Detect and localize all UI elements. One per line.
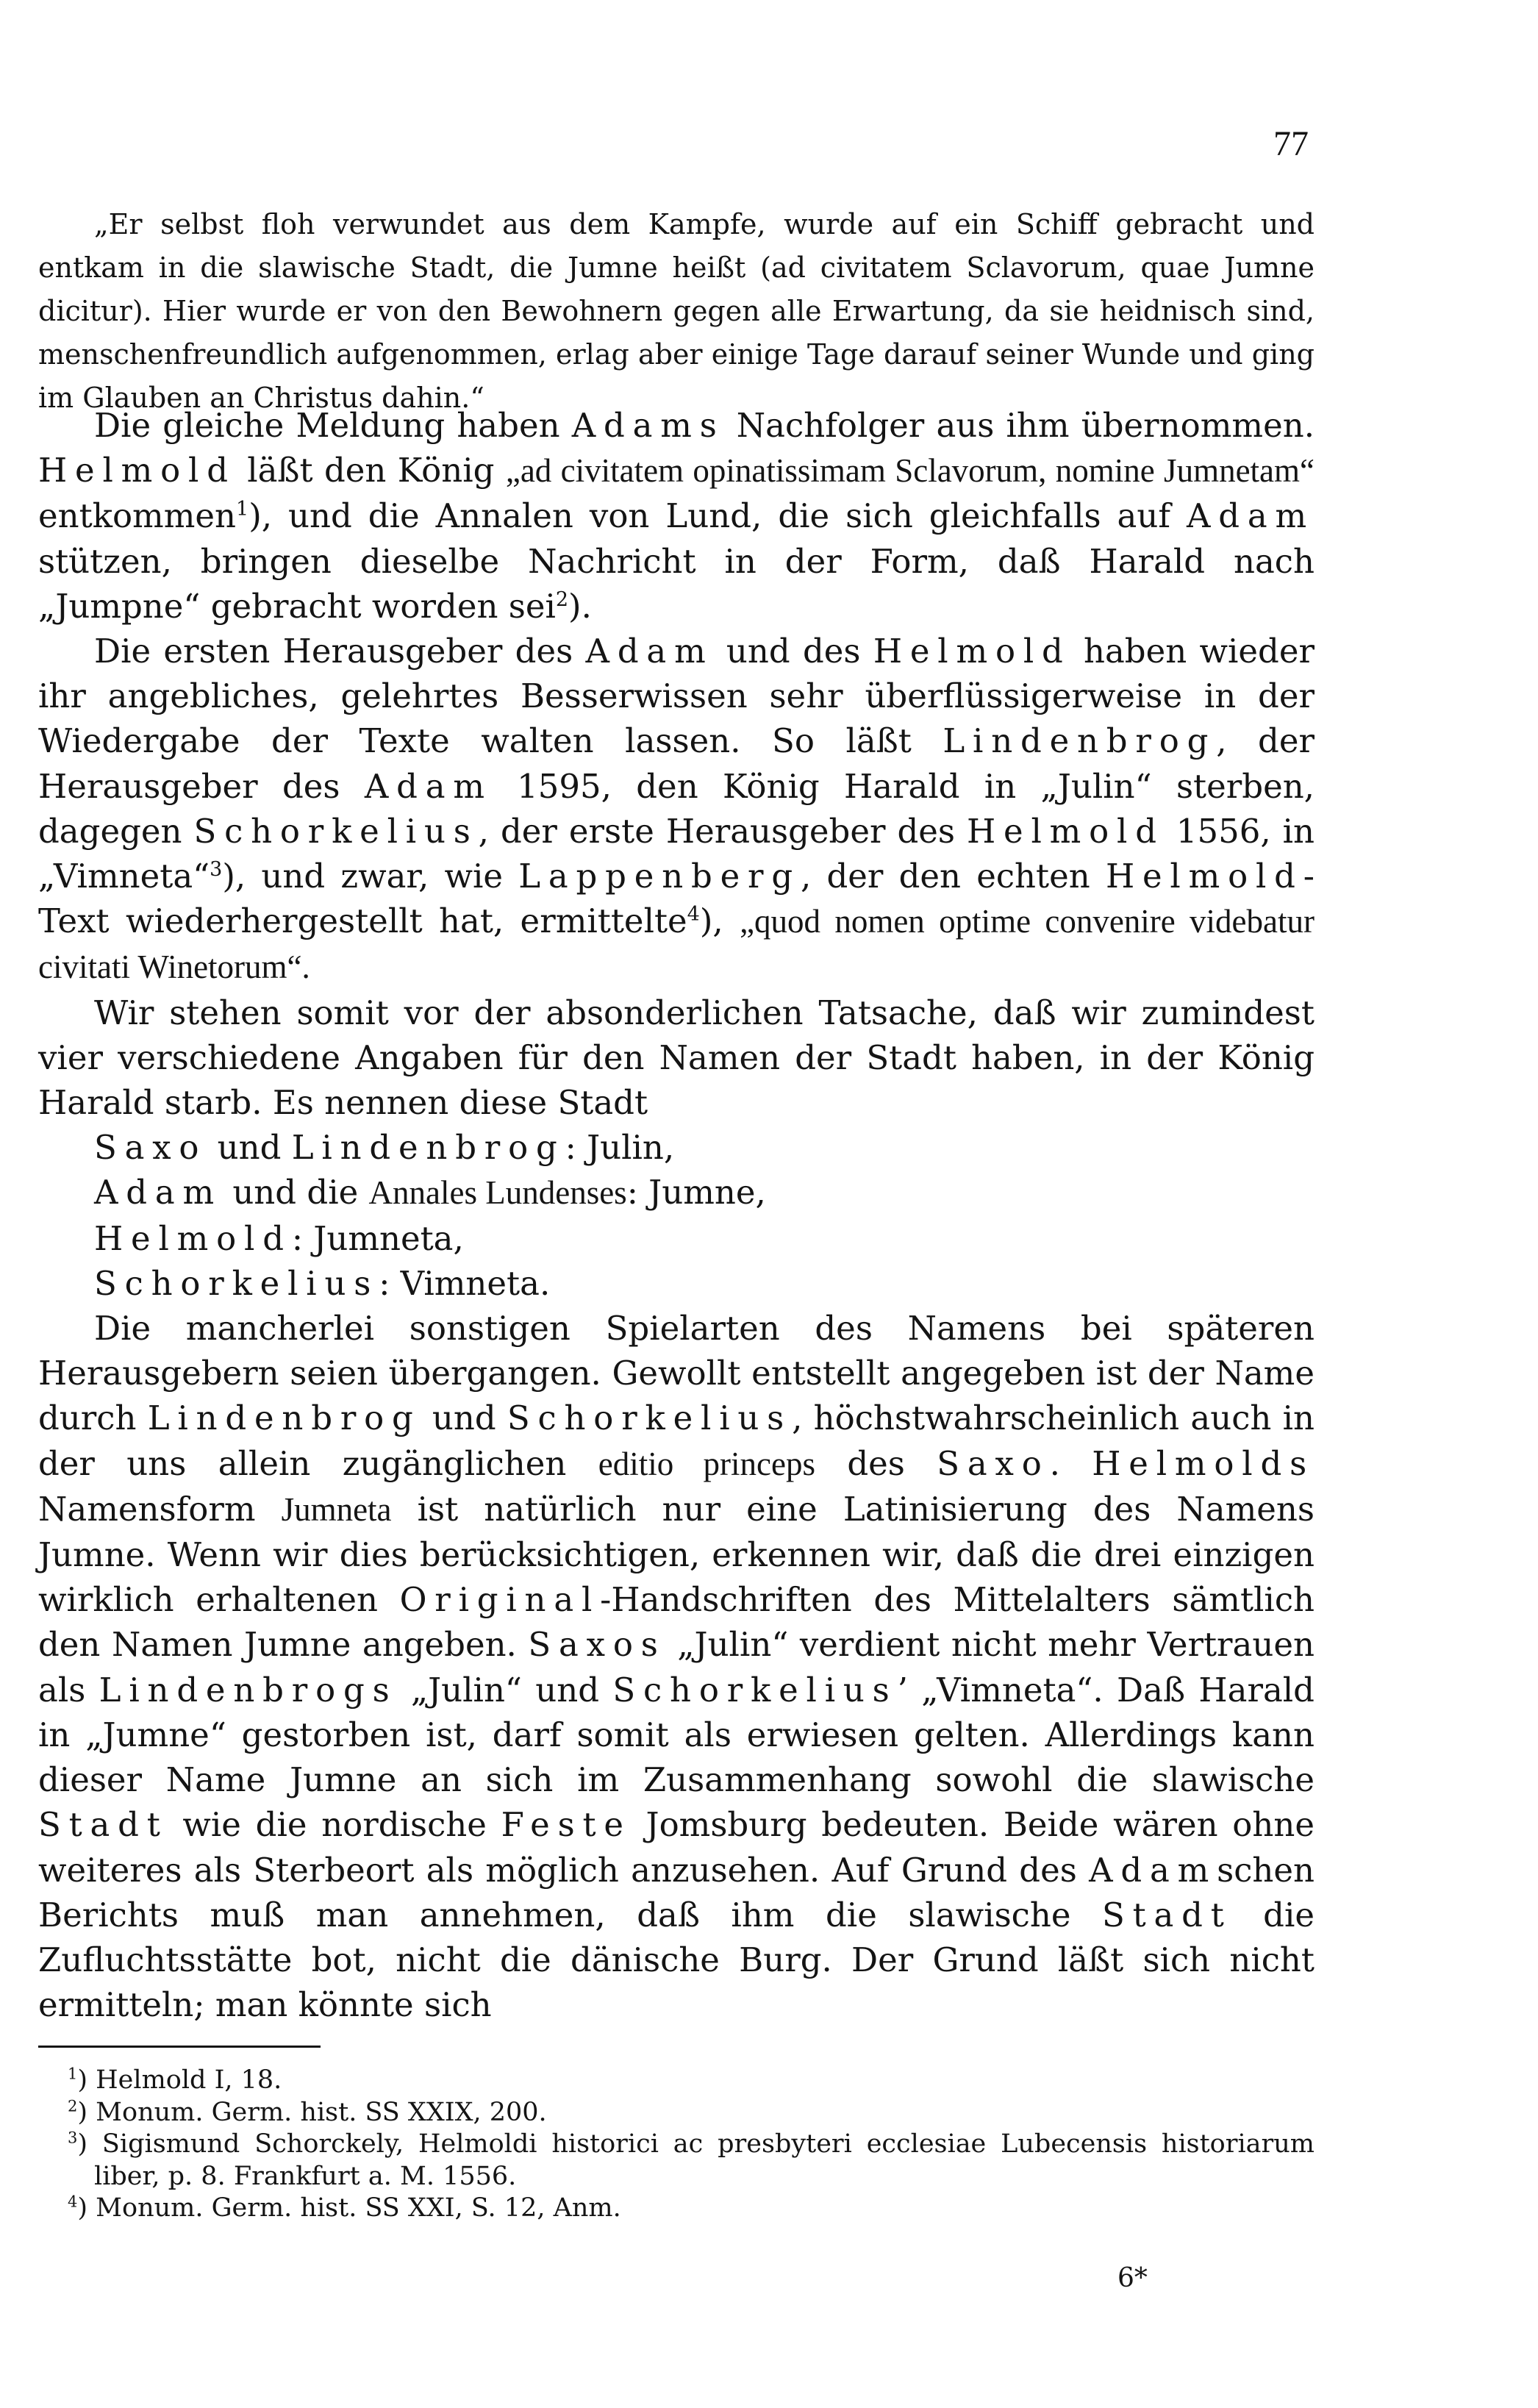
footnote-ref-1[interactable]: 1 (236, 498, 249, 521)
list-item: Schorkelius: Vimneta. (94, 1263, 551, 1303)
quote-paragraph: „Er selbst floh verwundet aus dem Kampfe, wurde auf ein Schiff gebracht und entkam in die slawische Stadt, die Jumne heißt (ad civitatem Sclavorum, quae Jumne dicitur). Hier wurde er von den Bewohnern gegen alle Erwartung, da sie heidnisch sind, menschenfreundlich aufgenommen, erlag aber einige Tage darauf seiner Wunde und ging im Glauben an Christus dahin.“ (38, 208, 1315, 414)
main-text (38, 403, 1315, 2027)
footnote-ref-2[interactable]: 2 (555, 587, 569, 611)
footnotes (38, 2065, 1315, 2225)
paragraph-1: Die gleiche Meldung haben Adams Nachfolger aus ihm übernommen. Helmold läßt den König „ad civitatem opinatissimam Sclavorum, nomine Jumnetam“ entkommen$^1$), und die Annalen von Lund, die sich gleichfalls auf Adam stützen, bringen dieselbe Nachricht in der Form, daß Harald nach „Jumpne“ gebracht worden sei$^2$). (38, 406, 1315, 626)
name-variants-list (38, 1125, 1315, 1306)
footnote-divider (38, 2046, 321, 2048)
footnote-1: $^1$) Helmold I, 18. (68, 2065, 282, 2095)
page-number: 77 (1273, 124, 1309, 163)
list-item: Adam und die Annales Lundenses: Jumne, (94, 1173, 766, 1212)
footnote-4: $^4$) Monum. Germ. hist. SS XXI, S. 12, Anm. (68, 2193, 621, 2223)
footnote-3: $^3$) Sigismund Schorckely, Helmoldi historici ac presbyteri ecclesiae Lubecensis historiarum liber, p. 8. Frankfurt a. M. 1556. (68, 2129, 1315, 2191)
list-item: Helmold: Jumneta, (94, 1218, 464, 1258)
paragraph-2: Die ersten Herausgeber des Adam und des Helmold haben wieder ihr angebliches, gelehrtes Besserwissen sehr überflüssigerweise in der Wiedergabe der Texte walten lassen. So läßt Lindenbrog, der Herausgeber des Adam 1595, den König Harald in „Julin“ sterben, dagegen Schorkelius, der erste Herausgeber des Helmold 1556, in „Vimneta“$^3$), und zwar, wie Lappenberg, der den echten Helmold-Text wiederhergestellt hat, ermittelte$^4$), „quod nomen optime convenire videbatur civitati Winetorum“. (38, 632, 1315, 986)
paragraph-3: Wir stehen somit vor der absonderlichen Tatsache, daß wir zumindest vier verschiedene Angaben für den Namen der Stadt haben, in der König Harald starb. Es nennen diese Stadt (38, 993, 1315, 1123)
paragraph-4: Die mancherlei sonstigen Spielarten des Namens bei späteren Herausgebern seien übergangen. Gewollt entstellt angegeben ist der Name durch Lindenbrog und Schorkelius, höchstwahrscheinlich auch in der uns allein zugänglichen editio princeps des Saxo. Helmolds Namensform Jumneta ist natürlich nur eine Latinisierung des Namens Jumne. Wenn wir dies berücksichtigen, erkennen wir, daß die drei einzigen wirklich erhaltenen Original-Handschriften des Mittelalters sämtlich den Namen Jumne angeben. Saxos „Julin“ verdient nicht mehr Vertrauen als Lindenbrogs „Julin“ und Schorkelius’ „Vimneta“. Daß Harald in „Jumne“ gestorben ist, darf somit als erwiesen gelten. Allerdings kann dieser Name Jumne an sich im Zusammenhang sowohl die slawische Stadt wie die nordische Feste Jomsburg bedeuten. Beide wären ohne weiteres als Sterbeort als möglich anzusehen. Auf Grund des Adamschen Berichts muß man annehmen, daß ihm die slawische Stadt die Zufluchtsstätte bot, nicht die dänische Burg. Der Grund läßt sich nicht ermitteln; man könnte sich (38, 1309, 1315, 2025)
signature-mark: 6* (1117, 2263, 1148, 2293)
footnote-ref-4[interactable]: 4 (687, 903, 700, 926)
footnote-ref-3[interactable]: 3 (210, 858, 223, 882)
quote-block (38, 203, 1315, 420)
list-item: Saxo und Lindenbrog: Julin, (94, 1128, 675, 1168)
footnote-2: $^2$) Monum. Germ. hist. SS XXIX, 200. (68, 2096, 547, 2127)
